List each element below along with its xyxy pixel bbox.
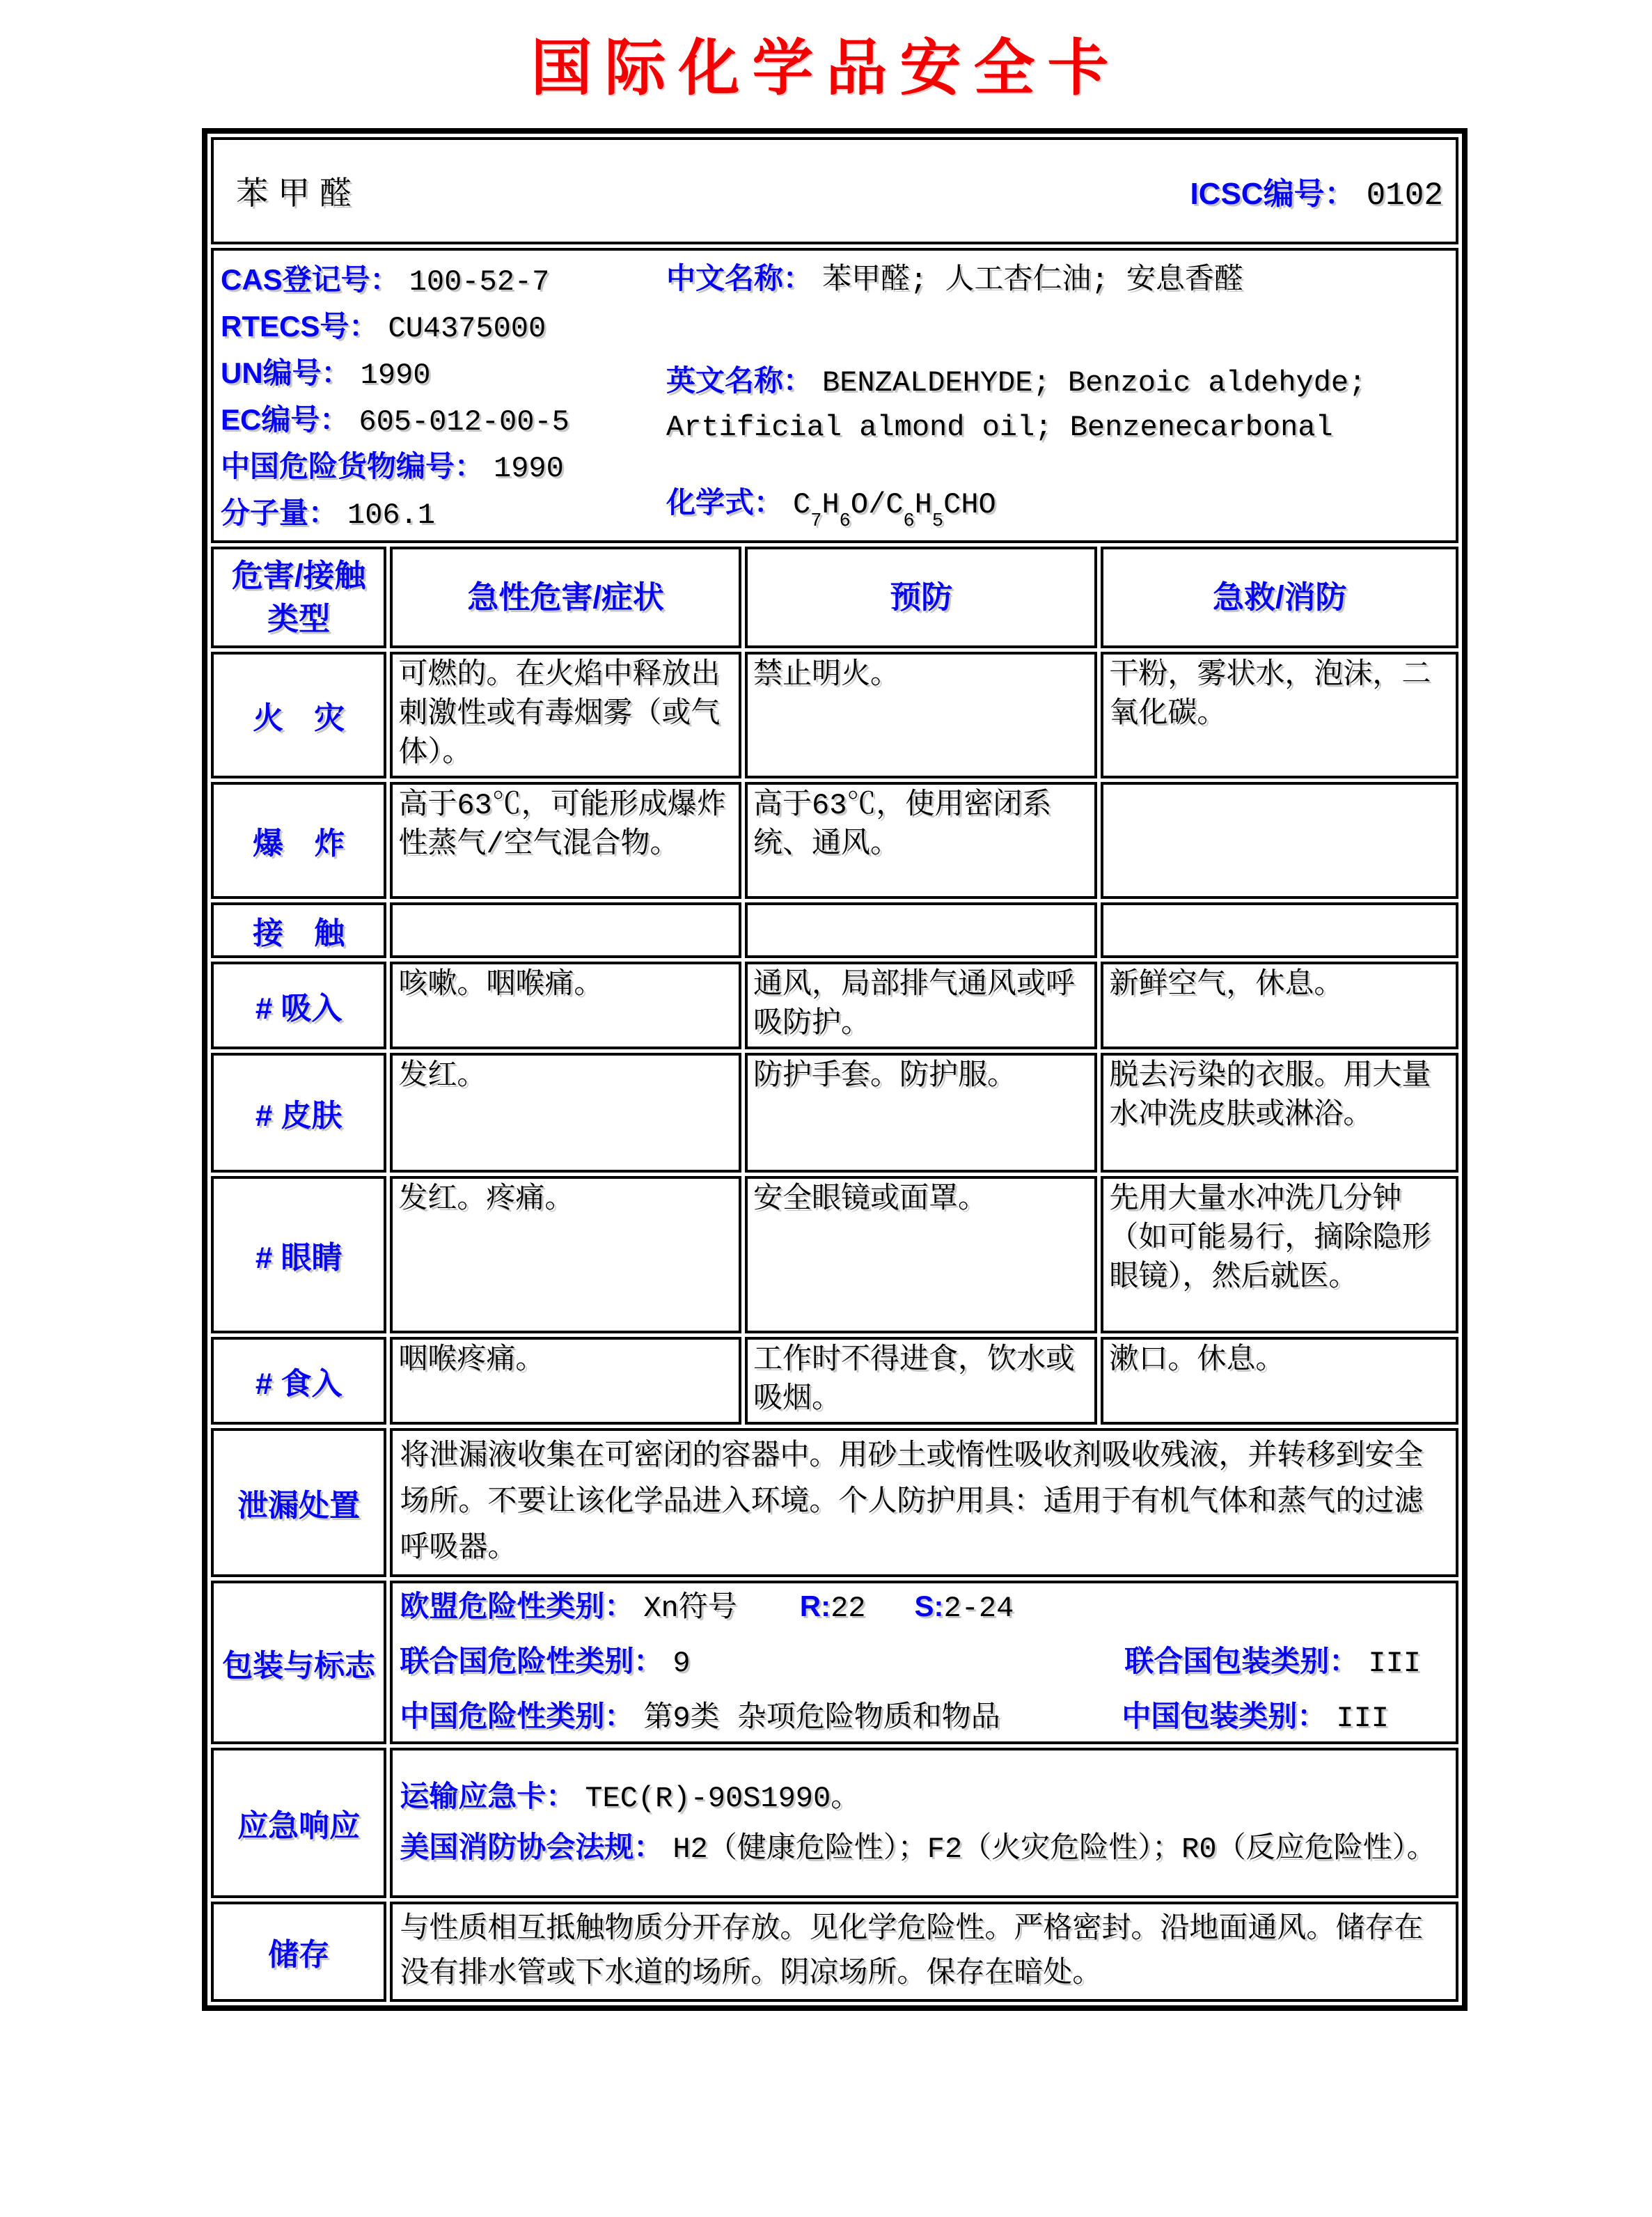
eu-classification-line	[400, 1586, 1449, 1629]
hazard-table-header-row	[211, 547, 1458, 648]
un-hazard-class: 联合国危险性类别： 9	[400, 1645, 691, 1680]
identification-row	[211, 248, 1458, 543]
explosion-symptoms-cell: 高于63℃，可能形成爆炸性蒸气/空气混合物。	[390, 782, 741, 899]
card-header-cell	[211, 137, 1458, 244]
contact-type-cell: 接 触	[211, 902, 386, 958]
row-fire	[211, 652, 1458, 778]
r-phrase: R:22	[799, 1590, 866, 1625]
inhalation-prevention-cell: 通风，局部排气通风或呼吸防护。	[745, 962, 1097, 1049]
eyes-prevention-cell: 安全眼镜或面罩。	[745, 1176, 1097, 1333]
storage-title-cell: 储存	[211, 1902, 386, 2002]
china-dangerous-goods-number: 中国危险货物编号： 1990	[221, 450, 564, 485]
chemical-name: 苯甲醛	[236, 178, 361, 214]
row-storage	[211, 1902, 1458, 2002]
row-eyes	[211, 1176, 1458, 1333]
spill-title-cell: 泄漏处置	[211, 1428, 386, 1577]
row-spill-disposal	[211, 1428, 1458, 1577]
identification-cell	[211, 248, 1458, 543]
row-inhalation	[211, 962, 1458, 1049]
eyes-first-aid-cell: 先用大量水冲洗几分钟（如可能易行，摘除隐形眼镜），然后就医。	[1101, 1176, 1458, 1333]
fire-symptoms-cell: 可燃的。在火焰中释放出刺激性或有毒烟雾（或气体）。	[390, 652, 741, 778]
fire-type-cell: 火 灾	[211, 652, 386, 778]
un-number: UN编号： 1990	[221, 357, 431, 392]
row-contact	[211, 902, 1458, 958]
inhalation-symptoms-cell: 咳嗽。咽喉痛。	[390, 962, 741, 1049]
ingestion-first-aid-cell: 漱口。休息。	[1101, 1337, 1458, 1425]
packaging-content-cell	[390, 1581, 1458, 1744]
contact-symptoms-cell	[390, 902, 741, 958]
eyes-type-cell: # 眼睛	[211, 1176, 386, 1333]
ec-number: EC编号： 605-012-00-5	[221, 403, 569, 439]
row-packaging	[211, 1581, 1458, 1744]
emergency-title-cell: 应急响应	[211, 1748, 386, 1898]
chemical-formula-value: $C_7H_6O/C_6H_5CHO$	[793, 488, 996, 533]
skin-prevention-cell: 防护手套。防护服。	[745, 1053, 1097, 1173]
spill-content-cell	[390, 1428, 1458, 1577]
icsc-number	[1190, 169, 1443, 214]
eyes-symptoms-cell: 发红。疼痛。	[390, 1176, 741, 1333]
ingestion-type-cell: # 食入	[211, 1337, 386, 1425]
row-emergency-response	[211, 1748, 1458, 1898]
eu-hazard-class: 欧盟危险性类别： Xn符号	[400, 1590, 737, 1625]
skin-type-cell: # 皮肤	[211, 1053, 386, 1173]
packaging-title-cell: 包装与标志	[211, 1581, 386, 1744]
cn-packing-group: 中国包装类别： III	[1122, 1700, 1389, 1735]
column-header-symptoms: 急性危害/症状	[390, 547, 741, 648]
un-classification-line	[400, 1641, 1449, 1684]
card-header-row	[211, 137, 1458, 244]
skin-symptoms-cell: 发红。	[390, 1053, 741, 1173]
fire-first-aid-cell: 干粉，雾状水，泡沫，二氧化碳。	[1101, 652, 1458, 778]
identification-right-column	[666, 258, 1449, 533]
transport-emergency-card: 运输应急卡： TEC(R)-90S1990。	[400, 1780, 860, 1815]
explosion-prevention-cell: 高于63℃，使用密闭系统、通风。	[745, 782, 1097, 899]
icsc-number-label: ICSC编号：	[1190, 176, 1355, 211]
chinese-name-line: 中文名称： 苯甲醛; 人工杏仁油; 安息香醛	[666, 262, 1243, 297]
spill-text: 将泄漏液收集在可密闭的容器中。用砂土或惰性吸收剂吸收残液，并转移到安全场所。不要让该化学品进入环境。个人防护用具：适用于有机气体和蒸气的过滤呼吸器。	[400, 1440, 1424, 1565]
column-header-prevention: 预防	[745, 547, 1097, 648]
emergency-content-cell	[390, 1748, 1458, 1898]
explosion-type-cell: 爆 炸	[211, 782, 386, 899]
cn-hazard-class: 中国危险性类别： 第9类 杂项危险物质和物品	[400, 1700, 1000, 1735]
s-phrase: S:2-24	[914, 1590, 1014, 1625]
cas-number: CAS登记号： 100-52-7	[221, 263, 550, 299]
inhalation-first-aid-cell: 新鲜空气，休息。	[1101, 962, 1458, 1049]
row-skin	[211, 1053, 1458, 1173]
icsc-card-table	[202, 128, 1468, 2011]
molecular-weight: 分子量： 106.1	[221, 496, 436, 532]
cn-classification-line	[400, 1696, 1449, 1739]
inhalation-type-cell: # 吸入	[211, 962, 386, 1049]
skin-first-aid-cell: 脱去污染的衣服。用大量水冲洗皮肤或淋浴。	[1101, 1053, 1458, 1173]
chemical-formula-line: 化学式： $C_7H_6O/C_6H_5CHO$	[666, 486, 996, 533]
column-header-first-aid: 急救/消防	[1101, 547, 1458, 648]
row-ingestion	[211, 1337, 1458, 1425]
icsc-number-value: 0102	[1366, 177, 1443, 214]
fire-prevention-cell: 禁止明火。	[745, 652, 1097, 778]
nfpa-code: 美国消防协会法规： H2（健康危险性）；F2（火灾危险性）；R0（反应危险性）。	[400, 1831, 1436, 1866]
row-explosion	[211, 782, 1458, 899]
un-packing-group: 联合国包装类别： III	[1124, 1645, 1421, 1680]
identification-left-column	[221, 258, 666, 538]
ingestion-symptoms-cell: 咽喉疼痛。	[390, 1337, 741, 1425]
column-header-hazard-type: 危害/接触类型	[211, 547, 386, 648]
page-title: 国际化学品安全卡	[530, 31, 1122, 104]
storage-content-cell	[390, 1902, 1458, 2002]
contact-first-aid-cell	[1101, 902, 1458, 958]
explosion-first-aid-cell	[1101, 782, 1458, 899]
rtecs-number: RTECS号： CU4375000	[221, 310, 546, 345]
english-name-line: 英文名称： BENZALDEHYDE; Benzoic aldehyde; Artificial almond oil; Benzenecarbonal	[666, 364, 1367, 444]
ingestion-prevention-cell: 工作时不得进食，饮水或吸烟。	[745, 1337, 1097, 1425]
contact-prevention-cell	[745, 902, 1097, 958]
storage-text: 与性质相互抵触物质分开存放。见化学危险性。严格密封。沿地面通风。储存在没有排水管或下水道的场所。阴凉场所。保存在暗处。	[400, 1913, 1424, 1991]
